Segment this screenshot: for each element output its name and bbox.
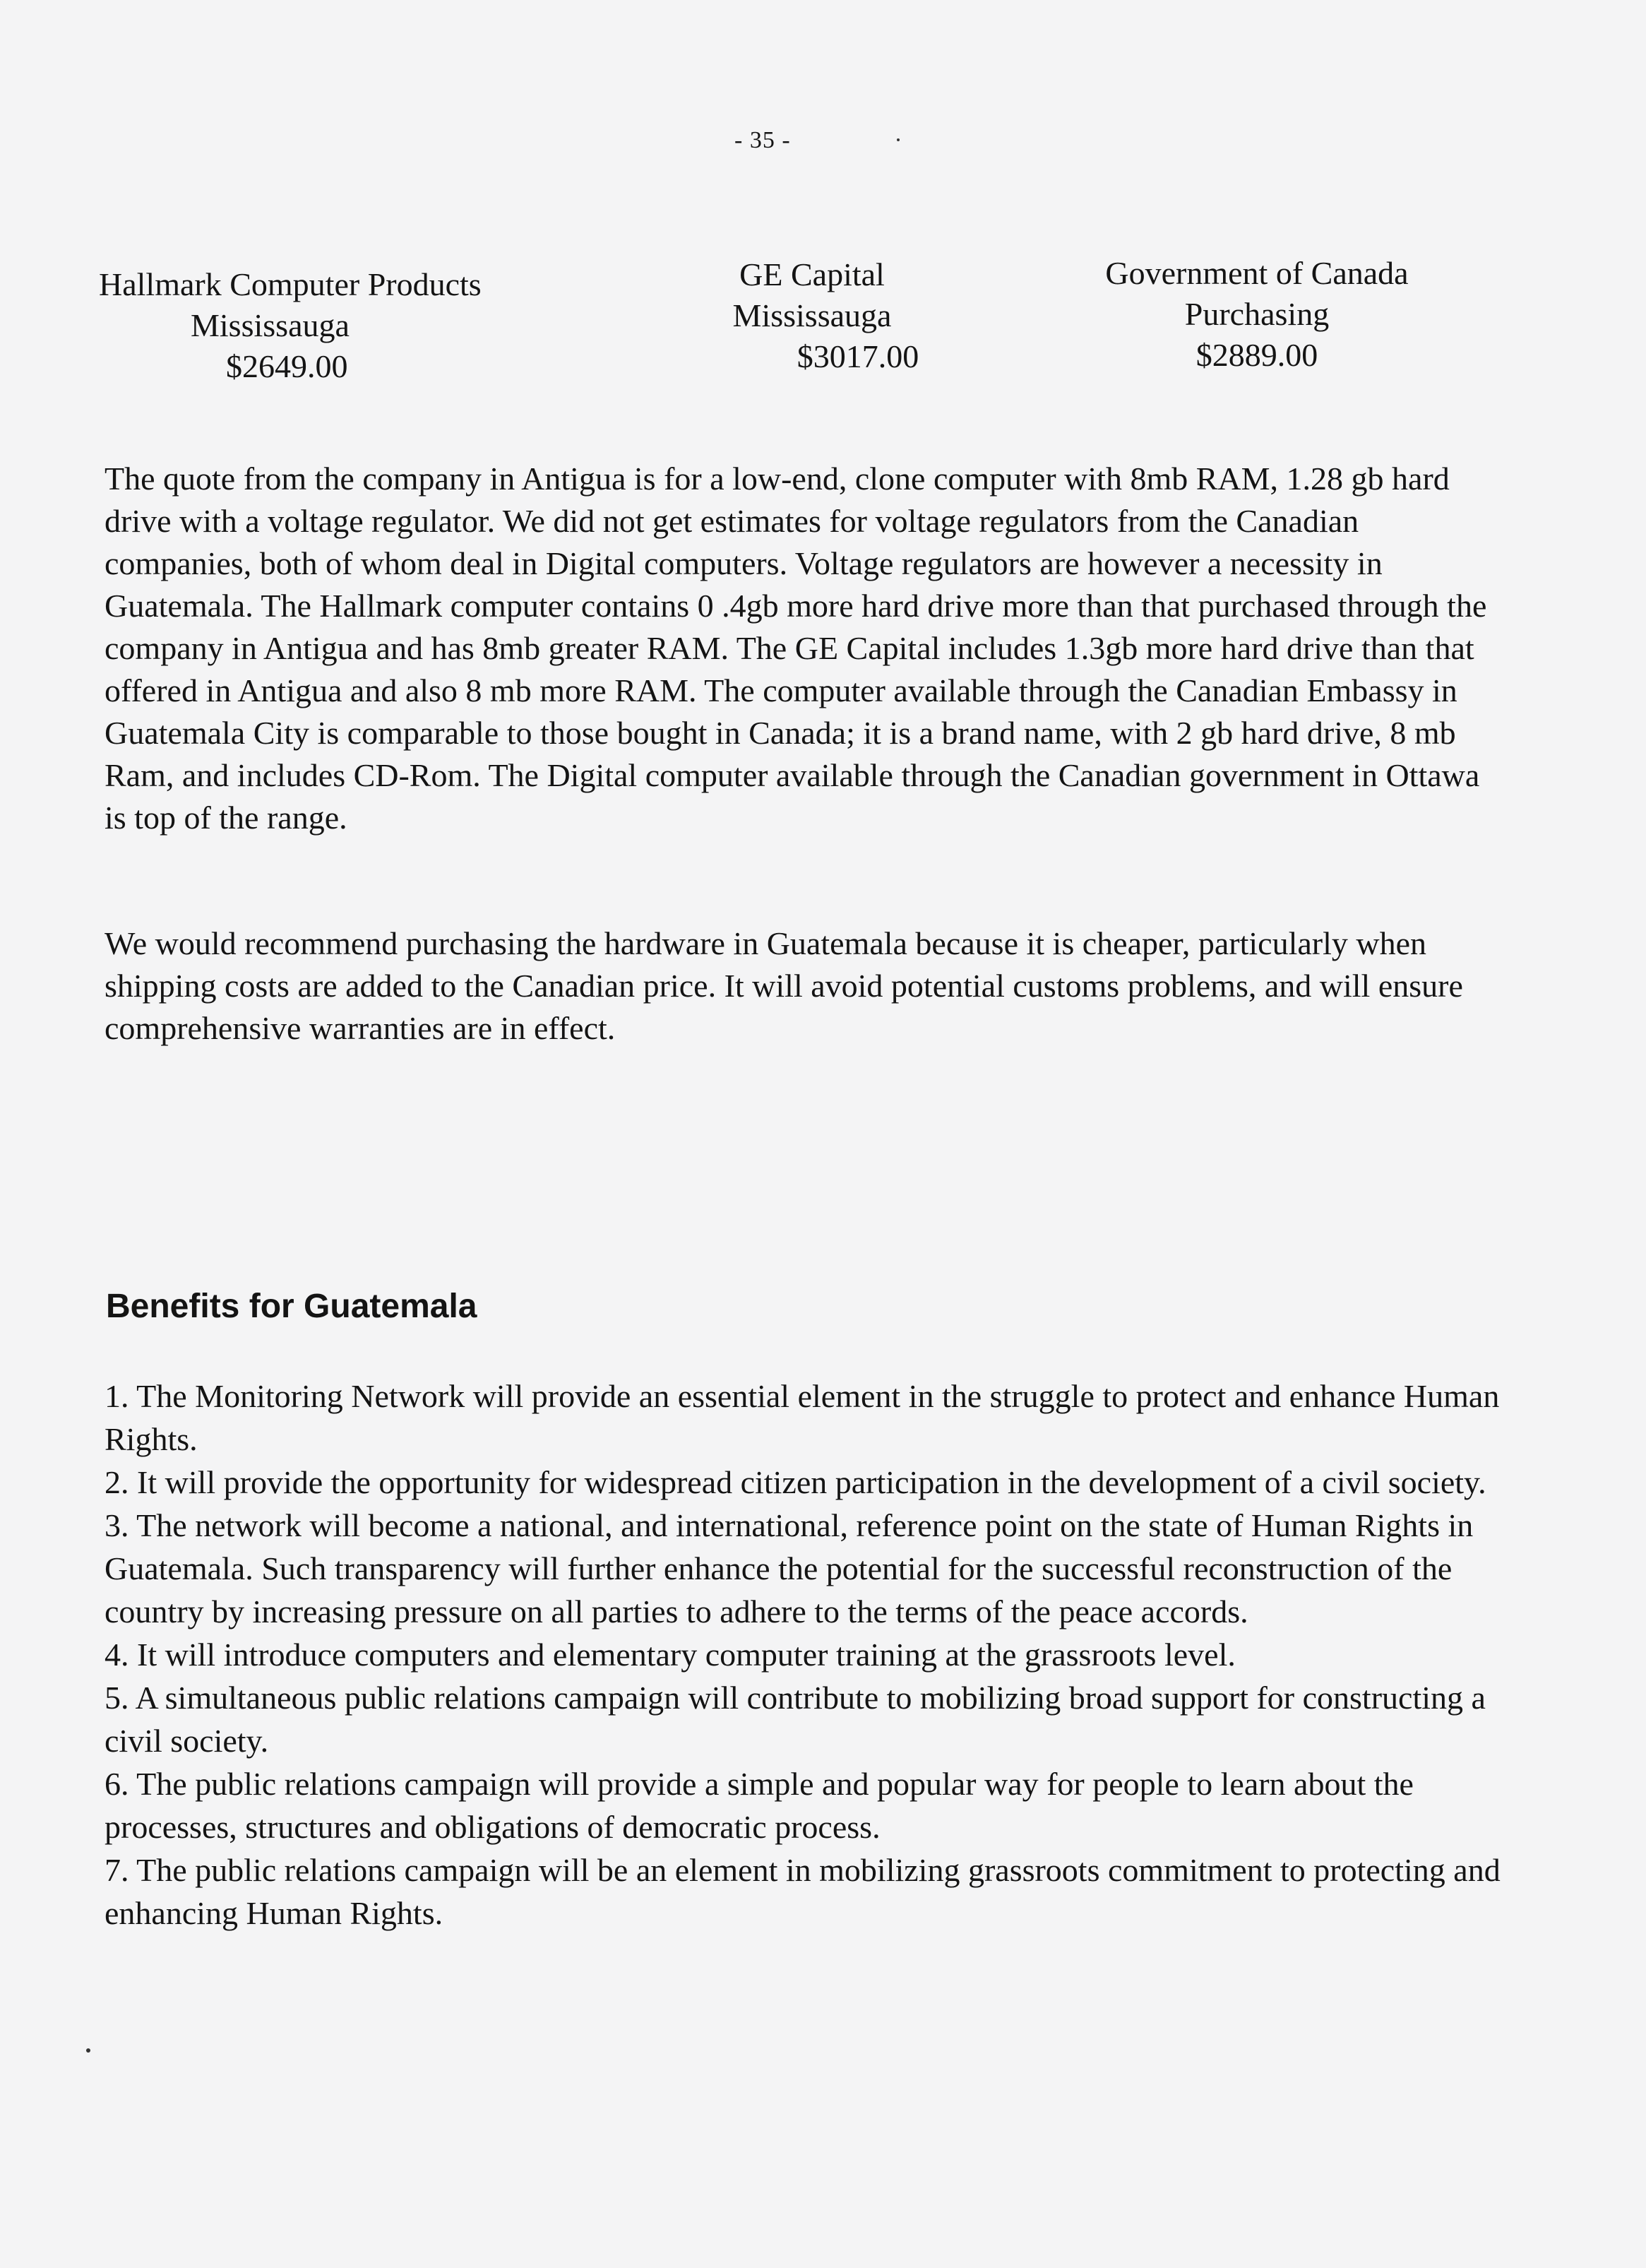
vendor-name: GE Capital xyxy=(739,256,885,292)
benefit-item: 3. The network will become a national, and international, reference point on the state of Human Rights in Guatemala. Such transparency will further enhance the potential for the successful reconstruction of the country by increasing pressure on all parties to adhere to the terms of the peace accords. xyxy=(105,1507,1474,1629)
page-number: - 35 - xyxy=(734,127,791,153)
quote-comparison-paragraph: The quote from the company in Antigua is for a low-end, clone computer with 8mb RAM, 1.28 gb hard drive with a voltage regulator. We did not get estimates for voltage regulators from the Canadian companies, both of whom deal in Digital computers. Voltage regulators are however a necessity in Guatemala. The Hallmark computer contains 0 .4gb more hard drive more than that purchased through the company in Antigua and has 8mb greater RAM. The GE Capital includes 1.3gb more hard drive than that offered in Antigua and also 8 mb more RAM. The computer available through the Canadian Embassy in Guatemala City is comparable to those bought in Canada; it is a brand name, with 2 gb hard drive, 8 mb Ram, and includes CD-Rom. The Digital computer available through the Canadian government in Ottawa is top of the range. xyxy=(105,461,1487,836)
section-heading: Benefits for Guatemala xyxy=(106,1288,477,1325)
vendor-name: Hallmark Computer Products xyxy=(99,266,482,302)
vendor-location: Purchasing xyxy=(1184,296,1330,332)
vendor-price: $2889.00 xyxy=(1195,337,1318,373)
vendor-quote-ge-capital xyxy=(664,254,960,377)
vendor-price: $3017.00 xyxy=(797,338,919,374)
benefits-list xyxy=(105,1375,1510,1935)
vendor-price: $2649.00 xyxy=(226,348,348,384)
recommendation-paragraph: We would recommend purchasing the hardware in Guatemala because it is cheaper, particularly when shipping costs are added to the Canadian price. It will avoid potential customs problems, and will ensure comprehensive warranties are in effect. xyxy=(105,925,1463,1046)
vendor-location: Mississauga xyxy=(732,297,892,333)
vendor-quote-hallmark xyxy=(99,264,551,387)
benefit-item: 2. It will provide the opportunity for widespread citizen participation in the development of a civil society. xyxy=(105,1464,1486,1500)
benefit-item: 5. A simultaneous public relations campaign will contribute to mobilizing broad support for constructing a civil society. xyxy=(105,1680,1486,1759)
vendor-location: Mississauga xyxy=(191,307,350,343)
benefit-item: 4. It will introduce computers and elementary computer training at the grassroots level. xyxy=(105,1637,1236,1673)
scan-speck xyxy=(897,138,900,141)
scan-speck xyxy=(86,2048,90,2053)
benefit-item: 1. The Monitoring Network will provide an essential element in the struggle to protect and enhance Human Rights. xyxy=(105,1378,1500,1457)
benefit-item: 7. The public relations campaign will be an element in mobilizing grassroots commitment to protecting and enhancing Human Rights. xyxy=(105,1852,1501,1931)
vendor-name: Government of Canada xyxy=(1105,255,1409,291)
vendor-quote-government-of-canada xyxy=(1059,253,1455,376)
benefit-item: 6. The public relations campaign will provide a simple and popular way for people to learn about the processes, structures and obligations of democratic process. xyxy=(105,1766,1414,1845)
